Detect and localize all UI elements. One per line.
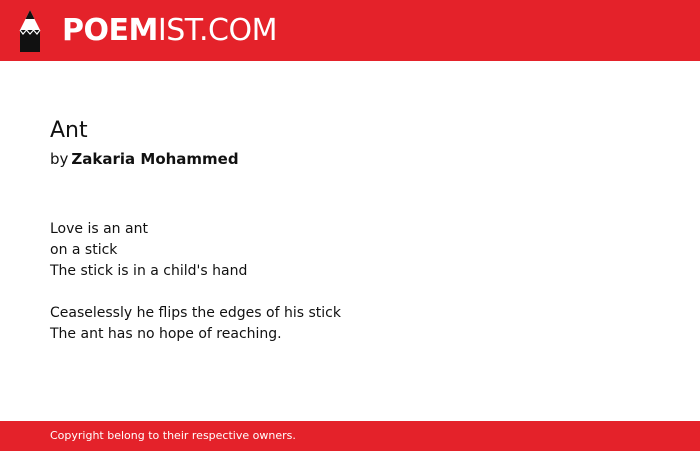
- poem-title: Ant: [50, 118, 88, 143]
- pencil-icon: [17, 10, 43, 52]
- poem-line: The ant has no hope of reaching.: [50, 326, 282, 342]
- site-header: [0, 0, 700, 61]
- copyright-notice: Copyright belong to their respective owners.: [50, 429, 296, 442]
- poem-body: [50, 219, 341, 366]
- wordmark-bold: POEM: [62, 13, 158, 48]
- wordmark-light: IST.COM: [157, 13, 277, 48]
- poem-author: Zakaria Mohammed: [71, 150, 239, 168]
- poem-line: on a stick: [50, 242, 118, 258]
- site-wordmark: [62, 13, 277, 49]
- poem-stanza: [50, 303, 341, 345]
- poem-line: Love is an ant: [50, 221, 148, 237]
- poem-line: Ceaselessly he flips the edges of his stick: [50, 305, 341, 321]
- site-footer: [0, 421, 700, 451]
- byline-label: by: [50, 150, 69, 168]
- poem-byline: [50, 149, 239, 169]
- poem-stanza: [50, 219, 341, 282]
- poem-line: The stick is in a child's hand: [50, 263, 248, 279]
